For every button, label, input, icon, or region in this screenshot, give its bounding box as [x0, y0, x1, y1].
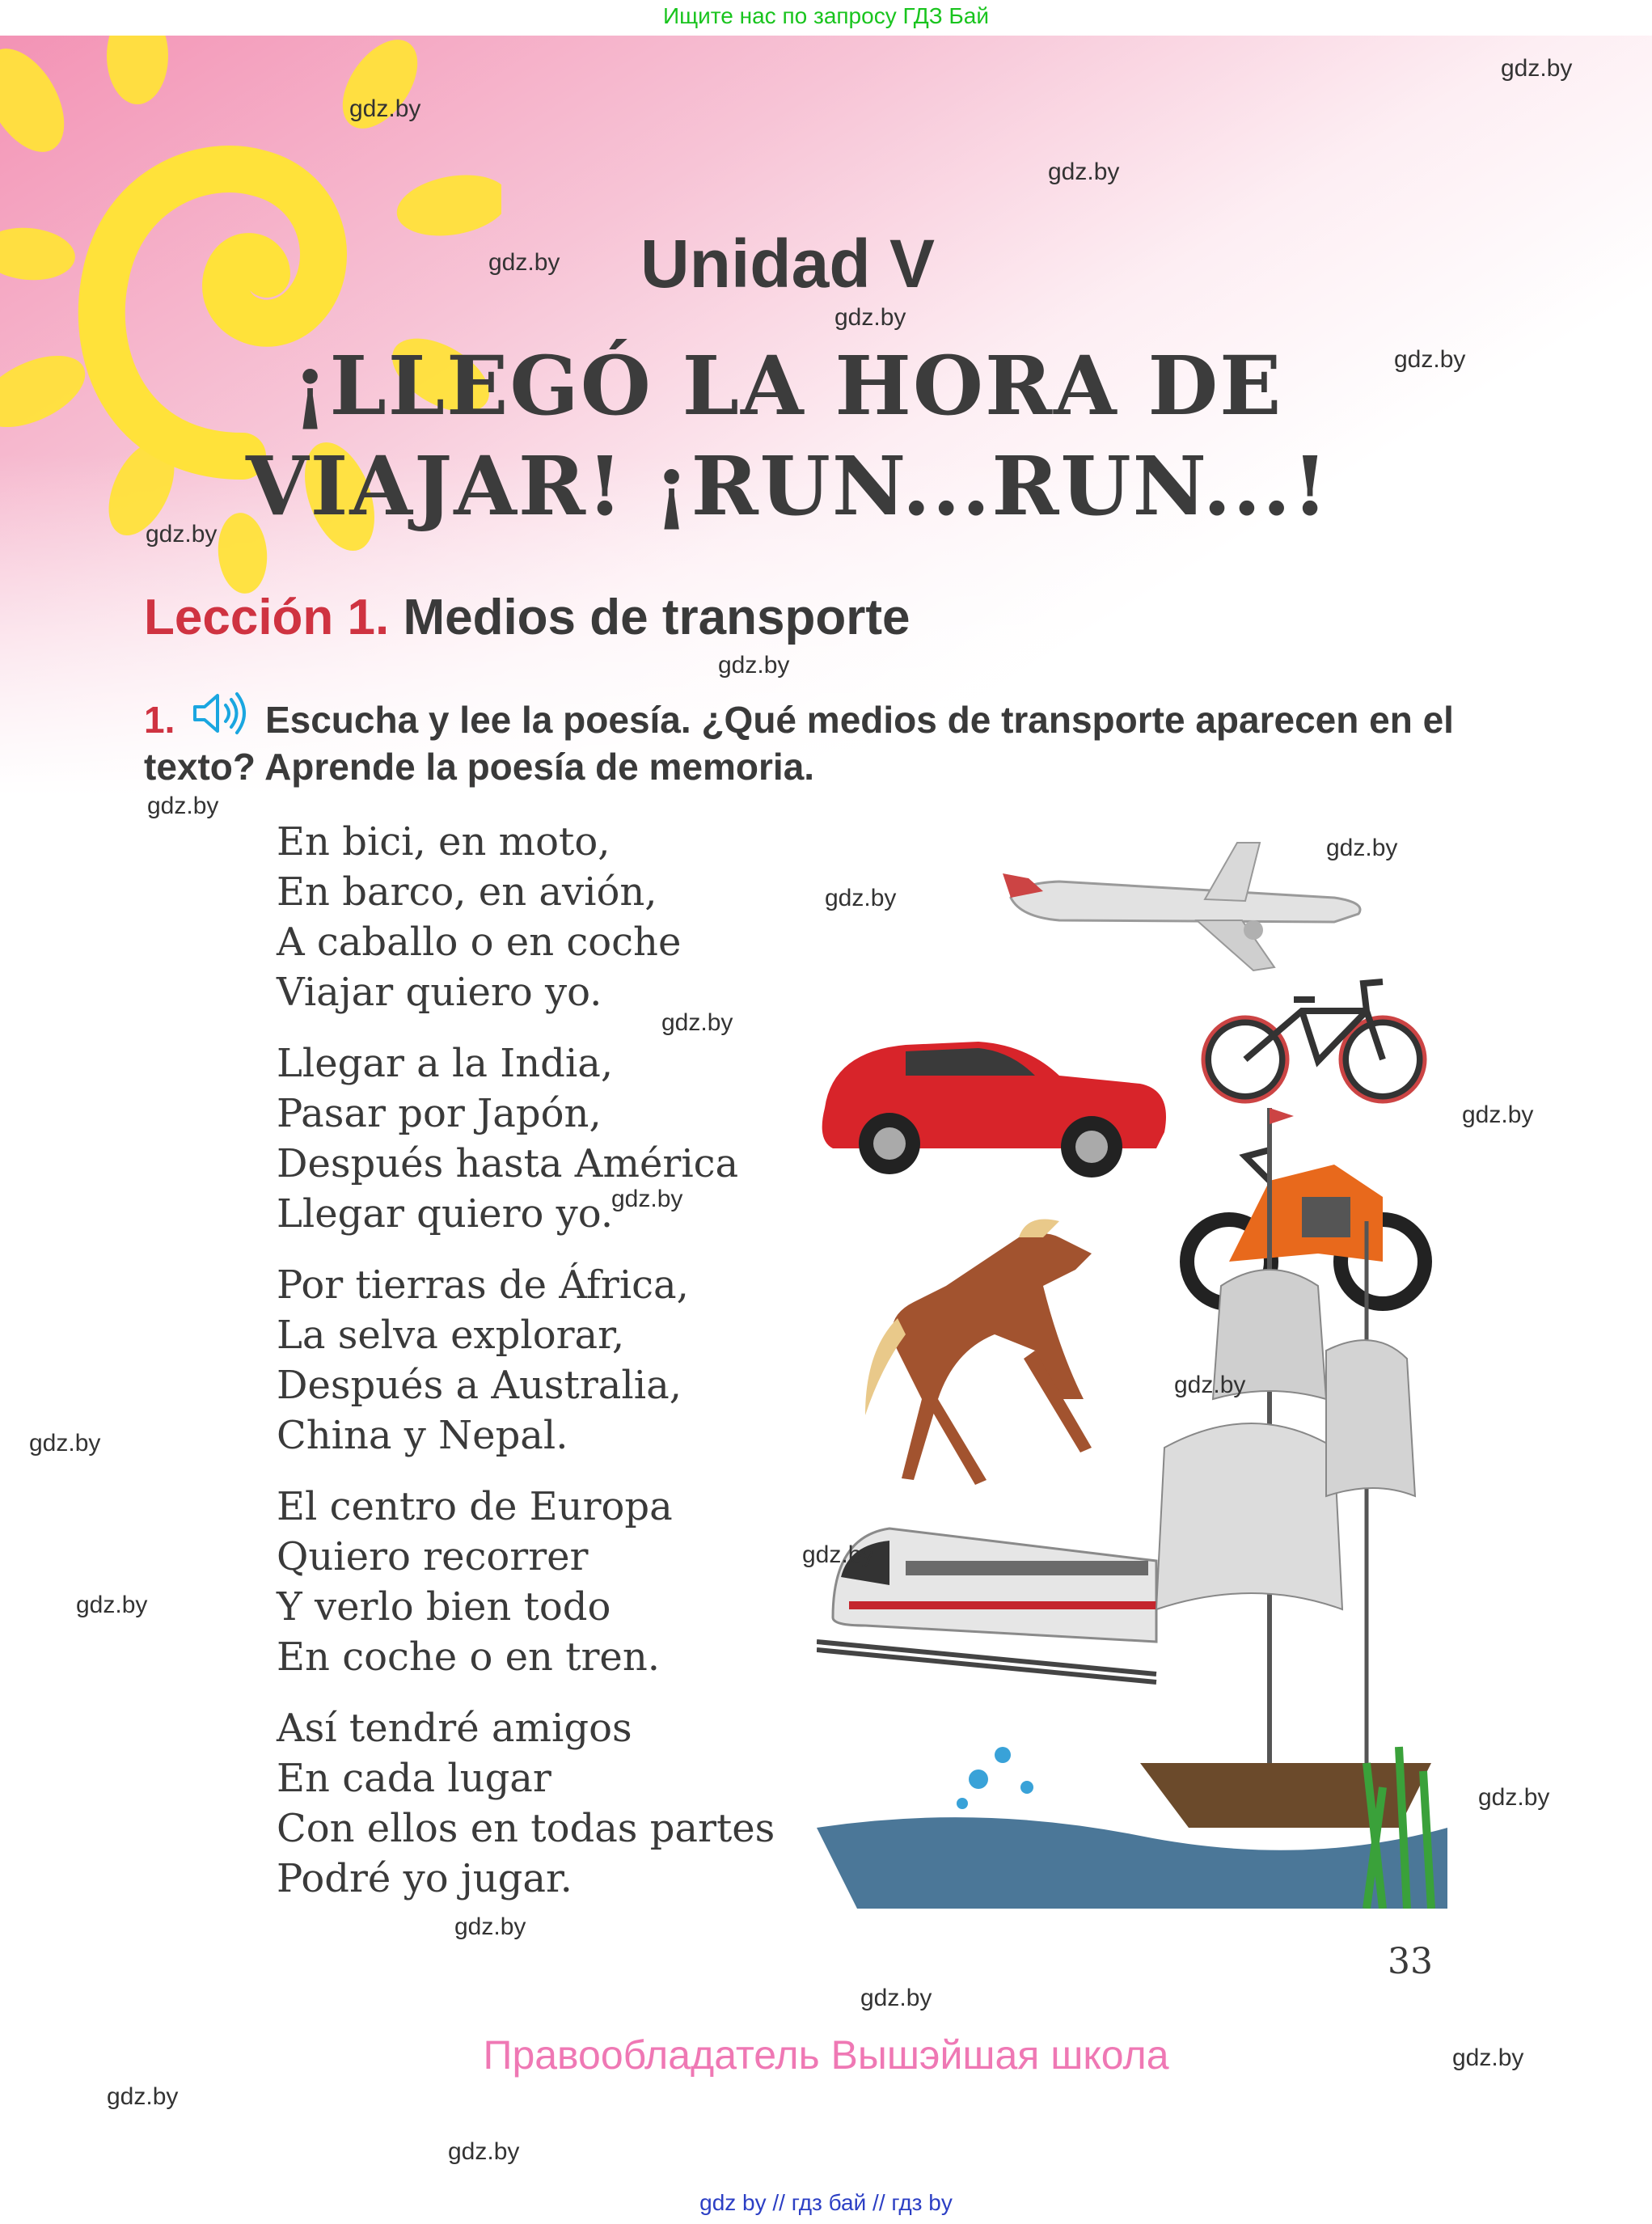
poem-line: La selva explorar,: [277, 1313, 625, 1358]
watermark: gdz.by: [1394, 346, 1466, 373]
poem-line: Llegar a la India,: [277, 1041, 614, 1086]
poem-line: Y verlo bien todo: [277, 1584, 611, 1630]
poem-line: Llegar quiero yo.: [277, 1191, 614, 1237]
unit-label: Unidad V: [640, 226, 935, 302]
lesson-heading: [144, 589, 910, 646]
speaker-audio-icon[interactable]: [190, 689, 250, 738]
watermark: gdz.by: [1478, 1784, 1550, 1811]
watermark: gdz.by: [107, 2083, 179, 2110]
transport-illustrations: [817, 833, 1447, 1909]
watermark: gdz.by: [454, 1913, 526, 1940]
poem-line: Pasar por Japón,: [277, 1091, 602, 1136]
lesson-name: Medios de transporte: [403, 590, 911, 645]
poem-line: Quiero recorrer: [277, 1534, 589, 1579]
unit-title-line2: VIAJAR! ¡RUN...RUN...!: [246, 438, 1329, 534]
poem-line: A caballo o en coche: [277, 920, 682, 965]
watermark: gdz.by: [29, 1430, 101, 1457]
poem-line: En barco, en avión,: [277, 869, 657, 915]
watermark: gdz.by: [448, 2138, 520, 2165]
car-icon: [822, 1042, 1166, 1178]
watermark: gdz.by: [146, 521, 218, 548]
watermark: gdz.by: [147, 793, 219, 819]
poem-line: China y Nepal.: [277, 1413, 568, 1458]
poem-line: En bici, en moto,: [277, 819, 611, 865]
poem-line: Con ellos en todas partes: [277, 1806, 775, 1851]
poem-line: Por tierras de África,: [277, 1262, 689, 1308]
poem-line: Podré yo jugar.: [277, 1856, 572, 1901]
watermark: gdz.by: [802, 1541, 874, 1568]
poem-line: Después hasta América: [277, 1141, 739, 1186]
watermark: gdz.by: [825, 885, 897, 911]
unit-title-line1: ¡LLEGÓ LA HORA DE: [292, 338, 1283, 433]
bicycle-icon: [1203, 982, 1425, 1101]
poem-line: Después a Australia,: [277, 1363, 682, 1408]
watermark: gdz.by: [1048, 159, 1120, 185]
watermark: gdz.by: [1462, 1101, 1534, 1128]
search-hint-link[interactable]: Ищите нас по запросу ГДЗ Бай: [662, 3, 990, 28]
watermark: gdz.by: [76, 1592, 148, 1618]
watermark: gdz.by: [1501, 55, 1573, 82]
poem-line: En coche o en tren.: [277, 1634, 660, 1680]
watermark: gdz.by: [661, 1009, 733, 1036]
poem-line: El centro de Europa: [277, 1484, 673, 1529]
copyright-notice: Правообладатель Вышэйшая школа: [483, 2032, 1169, 2078]
watermark: gdz.by: [349, 95, 421, 122]
watermark: gdz.by: [1452, 2044, 1524, 2071]
watermark: gdz.by: [718, 652, 790, 679]
exercise-instruction: [144, 689, 1454, 790]
watermark: gdz.by: [488, 249, 560, 276]
lesson-number: Lección 1.: [144, 590, 390, 645]
watermark: gdz.by: [1174, 1372, 1246, 1398]
watermark: gdz.by: [860, 1985, 932, 2011]
exercise-number: 1.: [144, 699, 175, 741]
exercise-text: Escucha y lee la poesía. ¿Qué medios de transporte aparecen en el texto? Aprende la poesía de memoria.: [144, 699, 1454, 788]
poem-stanza: [277, 1482, 673, 1682]
poem-stanza: [277, 817, 681, 1017]
poem-stanza: [277, 1260, 689, 1461]
poem-line: En cada lugar: [277, 1756, 551, 1801]
page-number: 33: [1388, 1941, 1433, 1982]
airplane-icon: [1003, 843, 1360, 970]
watermark: gdz.by: [1326, 835, 1398, 861]
poem-line: Así tendré amigos: [277, 1706, 632, 1751]
horse-icon: [865, 1220, 1092, 1486]
poem-stanza: [277, 1703, 775, 1904]
footer-links[interactable]: gdz by // гдз бай // гдз by: [699, 2190, 953, 2215]
watermark: gdz.by: [611, 1186, 683, 1212]
watermark: gdz.by: [834, 304, 906, 331]
poem-line: Viajar quiero yo.: [277, 970, 602, 1015]
